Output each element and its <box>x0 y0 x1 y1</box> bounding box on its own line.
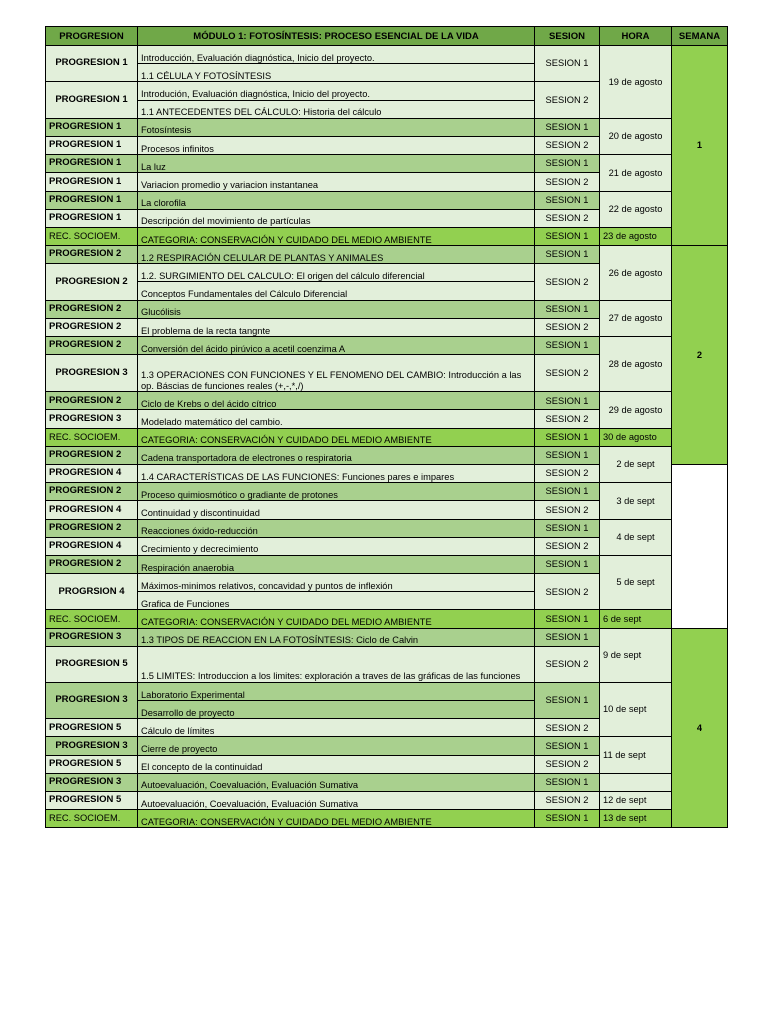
activity-cell: CATEGORIA: CONSERVACIÓN Y CUIDADO DEL MEDIO AMBIENTE <box>138 428 535 446</box>
progresion-cell: PROGRESION 2 <box>46 483 138 501</box>
session-cell: SESION 2 <box>535 755 600 773</box>
week-cell: 1 <box>672 46 728 246</box>
session-cell: SESION 2 <box>535 209 600 227</box>
progresion-cell: PROGRESION 5 <box>46 755 138 773</box>
date-cell: 20 de agosto <box>600 118 672 154</box>
activity-cell: Cierre de proyecto <box>138 737 535 755</box>
activity-cell: Conversión del ácido pirúvico a acetil coenzima A <box>138 337 535 355</box>
progresion-cell: PROGRESION 1 <box>46 136 138 154</box>
progresion-cell: PROGRESION 1 <box>46 173 138 191</box>
session-cell: SESION 1 <box>535 428 600 446</box>
header-module: MÓDULO 1: FOTOSÍNTESIS: PROCESO ESENCIAL DE LA VIDA <box>138 27 535 46</box>
progresion-cell: PROGRESION 2 <box>46 300 138 318</box>
session-cell: SESION 1 <box>535 392 600 410</box>
date-cell: 19 de agosto <box>600 46 672 119</box>
progresion-cell: PROGRESION 2 <box>46 555 138 573</box>
table-row <box>46 46 728 64</box>
progresion-cell: PROGRESION 2 <box>46 318 138 336</box>
session-cell: SESION 2 <box>535 537 600 555</box>
table-row <box>46 392 728 410</box>
session-cell: SESION 1 <box>535 446 600 464</box>
activity-cell: Continuidad y discontinuidad <box>138 501 535 519</box>
table-row <box>46 773 728 791</box>
session-cell: SESION 1 <box>535 737 600 755</box>
activity-cell: La clorofila <box>138 191 535 209</box>
table-row <box>46 519 728 537</box>
date-cell: 23 de agosto <box>600 227 672 245</box>
progresion-cell: PROGRESION 2 <box>46 519 138 537</box>
activity-cell: Glucólisis <box>138 300 535 318</box>
date-cell: 4 de sept <box>600 519 672 555</box>
table-row <box>46 446 728 464</box>
date-cell: 27 de agosto <box>600 300 672 336</box>
table-row <box>46 428 728 446</box>
week-cell: 4 <box>672 628 728 828</box>
date-cell: 26 de agosto <box>600 246 672 301</box>
progresion-cell: PROGRESION 2 <box>46 264 138 300</box>
session-cell: SESION 1 <box>535 773 600 791</box>
activity-cell: Ciclo de Krebs o del ácido cítrico <box>138 392 535 410</box>
progresion-cell: PROGRESION 5 <box>46 719 138 737</box>
progresion-cell: PROGRESION 3 <box>46 628 138 646</box>
table-row <box>46 682 728 700</box>
progresion-cell: PROGRESION 1 <box>46 191 138 209</box>
date-cell: 2 de sept <box>600 446 672 482</box>
progresion-cell: PROGRESION 4 <box>46 501 138 519</box>
table-row <box>46 810 728 828</box>
session-cell: SESION 1 <box>535 118 600 136</box>
progresion-cell: REC. SOCIOEM. <box>46 810 138 828</box>
progresion-cell: PROGRESION 2 <box>46 337 138 355</box>
date-cell: 10 de sept <box>600 682 672 737</box>
progresion-cell: PROGRESION 3 <box>46 773 138 791</box>
date-cell: 30 de agosto <box>600 428 672 446</box>
table-row <box>46 300 728 318</box>
date-cell: 9 de sept <box>600 628 672 682</box>
activity-cell: Máximos-minimos relativos, concavidad y puntos de inflexión <box>138 574 535 592</box>
session-cell: SESION 2 <box>535 719 600 737</box>
activity-cell: Reacciones óxido-reducción <box>138 519 535 537</box>
activity-cell: Autoevaluación, Coevaluación, Evaluación Sumativa <box>138 791 535 809</box>
activity-cell: Variacion promedio y variacion instantanea <box>138 173 535 191</box>
progresion-cell: PROGRESION 3 <box>46 355 138 392</box>
activity-cell: Desarrollo de proyecto <box>138 701 535 719</box>
date-cell: 29 de agosto <box>600 392 672 428</box>
session-cell: SESION 1 <box>535 610 600 628</box>
progresion-cell: REC. SOCIOEM. <box>46 610 138 628</box>
progresion-cell: REC. SOCIOEM. <box>46 428 138 446</box>
schedule-table <box>45 26 728 828</box>
progresion-cell: PROGRESION 1 <box>46 155 138 173</box>
activity-cell: 1.2. SURGIMIENTO DEL CALCULO: El origen del cálculo diferencial <box>138 264 535 282</box>
activity-cell: La luz <box>138 155 535 173</box>
activity-cell: Descripción del movimiento de partículas <box>138 209 535 227</box>
activity-cell: Grafica de Funciones <box>138 592 535 610</box>
date-cell: 12 de sept <box>600 791 672 809</box>
progresion-cell: PROGRSION 4 <box>46 574 138 610</box>
date-cell: 3 de sept <box>600 483 672 519</box>
activity-cell: CATEGORIA: CONSERVACIÓN Y CUIDADO DEL MEDIO AMBIENTE <box>138 810 535 828</box>
activity-cell: 1.3 TIPOS DE REACCION EN LA FOTOSÍNTESIS: Ciclo de Calvin <box>138 628 535 646</box>
activity-cell: El concepto de la continuidad <box>138 755 535 773</box>
activity-cell: 1.4 CARACTERÍSTICAS DE LAS FUNCIONES: Funciones pares e impares <box>138 464 535 482</box>
activity-cell: Modelado matemático del cambio. <box>138 410 535 428</box>
date-cell: 13 de sept <box>600 810 672 828</box>
activity-cell: 1.1 ANTECEDENTES DEL CÁLCULO: Historia del cálculo <box>138 100 535 118</box>
activity-cell: 1.5 LIMITES: Introduccion a los limites: exploración a traves de las gráficas de las funciones <box>138 646 535 682</box>
progresion-cell: PROGRESION 1 <box>46 209 138 227</box>
activity-cell: Fotosíntesis <box>138 118 535 136</box>
table-row <box>46 737 728 755</box>
session-cell: SESION 2 <box>535 173 600 191</box>
session-cell: SESION 1 <box>535 555 600 573</box>
session-cell: SESION 2 <box>535 791 600 809</box>
table-row <box>46 555 728 573</box>
activity-cell: Introdución, Evaluación diagnóstica, Inicio del proyecto. <box>138 82 535 100</box>
progresion-cell: PROGRESION 5 <box>46 646 138 682</box>
progresion-cell: PROGRESION 2 <box>46 446 138 464</box>
session-cell: SESION 1 <box>535 628 600 646</box>
date-cell <box>600 773 672 791</box>
activity-cell: 1.1 CÉLULA Y FOTOSÍNTESIS <box>138 64 535 82</box>
activity-cell: CATEGORIA: CONSERVACIÓN Y CUIDADO DEL MEDIO AMBIENTE <box>138 227 535 245</box>
week-cell: 2 <box>672 246 728 465</box>
activity-cell: Cadena transportadora de electrones o respiratoria <box>138 446 535 464</box>
session-cell: SESION 2 <box>535 464 600 482</box>
date-cell: 28 de agosto <box>600 337 672 392</box>
session-cell: SESION 2 <box>535 355 600 392</box>
header-progresion: PROGRESION <box>46 27 138 46</box>
progresion-cell: PROGRESION 2 <box>46 246 138 264</box>
table-row <box>46 246 728 264</box>
session-cell: SESION 2 <box>535 646 600 682</box>
header-row <box>46 27 728 46</box>
date-cell: 11 de sept <box>600 737 672 773</box>
session-cell: SESION 1 <box>535 46 600 82</box>
session-cell: SESION 1 <box>535 810 600 828</box>
activity-cell: Procesos infinitos <box>138 136 535 154</box>
session-cell: SESION 1 <box>535 191 600 209</box>
session-cell: SESION 1 <box>535 155 600 173</box>
activity-cell: Proceso quimiosmótico o gradiante de protones <box>138 483 535 501</box>
session-cell: SESION 2 <box>535 136 600 154</box>
progresion-cell: PROGRESION 3 <box>46 682 138 718</box>
progresion-cell: REC. SOCIOEM. <box>46 227 138 245</box>
session-cell: SESION 2 <box>535 574 600 610</box>
table-row <box>46 791 728 809</box>
session-cell: SESION 2 <box>535 82 600 118</box>
table-row <box>46 483 728 501</box>
table-row <box>46 337 728 355</box>
header-hora: HORA <box>600 27 672 46</box>
date-cell: 21 de agosto <box>600 155 672 191</box>
session-cell: SESION 1 <box>535 246 600 264</box>
activity-cell: Laboratorio Experimental <box>138 682 535 700</box>
progresion-cell: PROGRESION 1 <box>46 118 138 136</box>
activity-cell: Introducción, Evaluación diagnóstica, Inicio del proyecto. <box>138 46 535 64</box>
session-cell: SESION 1 <box>535 300 600 318</box>
table-row <box>46 118 728 136</box>
table-row <box>46 610 728 628</box>
session-cell: SESION 2 <box>535 264 600 300</box>
activity-cell: El problema de la recta tangnte <box>138 318 535 336</box>
session-cell: SESION 2 <box>535 501 600 519</box>
activity-cell: Respiración anaerobia <box>138 555 535 573</box>
progresion-cell: PROGRESION 1 <box>46 46 138 82</box>
session-cell: SESION 1 <box>535 227 600 245</box>
activity-cell: CATEGORIA: CONSERVACIÓN Y CUIDADO DEL MEDIO AMBIENTE <box>138 610 535 628</box>
date-cell: 6 de sept <box>600 610 672 628</box>
session-cell: SESION 1 <box>535 337 600 355</box>
progresion-cell: PROGRESION 3 <box>46 737 138 755</box>
activity-cell: 1.3 OPERACIONES CON FUNCIONES Y EL FENOMENO DEL CAMBIO: Introducción a las op. Báscias de funciones reales (+,-,*,/) <box>138 355 535 392</box>
progresion-cell: PROGRESION 4 <box>46 537 138 555</box>
progresion-cell: PROGRESION 3 <box>46 410 138 428</box>
session-cell: SESION 2 <box>535 318 600 336</box>
date-cell: 22 de agosto <box>600 191 672 227</box>
date-cell: 5 de sept <box>600 555 672 610</box>
table-row <box>46 628 728 646</box>
activity-cell: Crecimiento y decrecimiento <box>138 537 535 555</box>
table-row <box>46 191 728 209</box>
session-cell: SESION 1 <box>535 519 600 537</box>
progresion-cell: PROGRESION 5 <box>46 791 138 809</box>
activity-cell: 1.2 RESPIRACIÓN CELULAR DE PLANTAS Y ANIMALES <box>138 246 535 264</box>
table-row <box>46 155 728 173</box>
progresion-cell: PROGRESION 1 <box>46 82 138 118</box>
session-cell: SESION 1 <box>535 682 600 718</box>
header-sesion: SESION <box>535 27 600 46</box>
session-cell: SESION 2 <box>535 410 600 428</box>
header-semana: SEMANA <box>672 27 728 46</box>
progresion-cell: PROGRESION 2 <box>46 392 138 410</box>
activity-cell: Conceptos Fundamentales del Cálculo Diferencial <box>138 282 535 300</box>
activity-cell: Cálculo de límites <box>138 719 535 737</box>
progresion-cell: PROGRESION 4 <box>46 464 138 482</box>
activity-cell: Autoevaluación, Coevaluación, Evaluación Sumativa <box>138 773 535 791</box>
table-row <box>46 227 728 245</box>
session-cell: SESION 1 <box>535 483 600 501</box>
